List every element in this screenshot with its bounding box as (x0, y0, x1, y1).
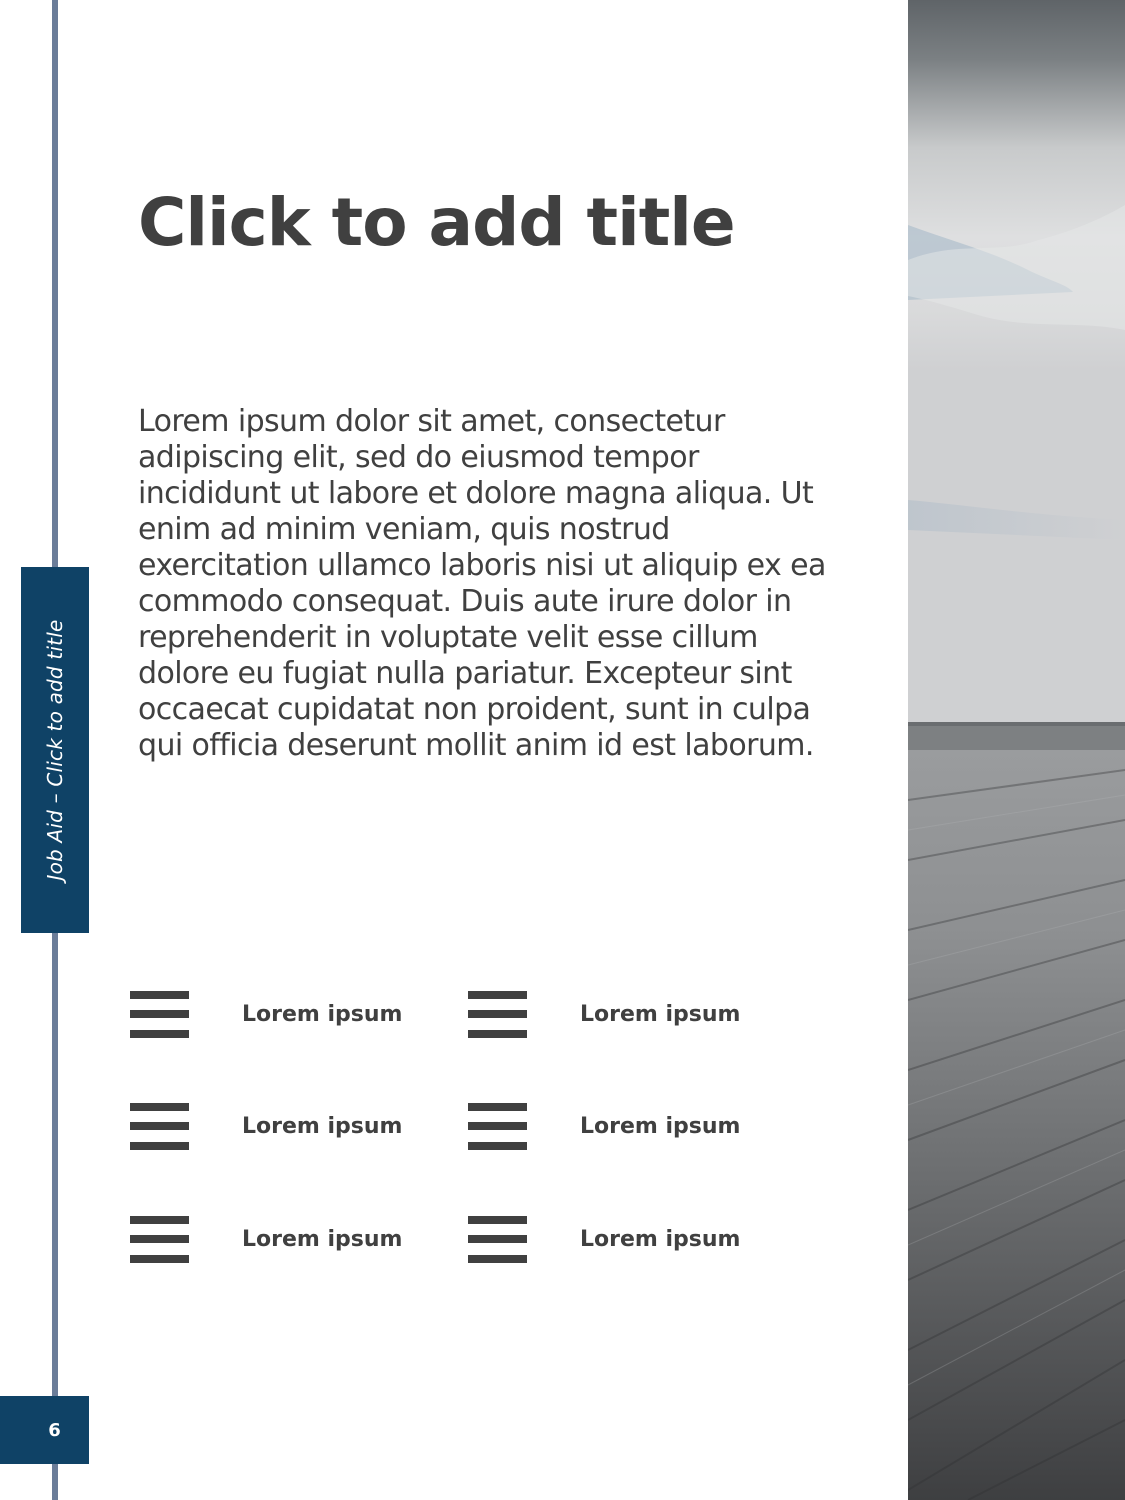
list-item-label: Lorem ipsum (580, 1113, 741, 1139)
menu-icon (468, 1216, 527, 1263)
list-item-label: Lorem ipsum (580, 1001, 741, 1027)
page-title: Click to add title (138, 184, 735, 261)
list-item (130, 1100, 402, 1152)
list-item-label: Lorem ipsum (242, 1001, 403, 1027)
list-item (130, 1213, 402, 1265)
menu-icon (130, 991, 189, 1038)
list-item (468, 1213, 740, 1265)
side-label-text: Job Aid – Click to add title (43, 619, 67, 881)
list-item (468, 1100, 740, 1152)
menu-icon (130, 1103, 189, 1150)
menu-icon (468, 991, 527, 1038)
seascape-photo (908, 0, 1125, 1500)
list-item (468, 988, 740, 1040)
body-paragraph: Lorem ipsum dolor sit amet, consectetur adipiscing elit, sed do eiusmod tempor incididunt ut labore et dolore magna aliqua. Ut enim ad minim veniam, quis nostrud exercitation ullamco laboris nisi ut aliquip ex ea commodo consequat. Duis aute irure dolor in reprehenderit in voluptate velit esse cillum dolore eu fugiat nulla pariatur. Excepteur sint occaecat cupidatat non proident, sunt in culpa qui officia deserunt mollit anim id est laborum. (138, 404, 826, 763)
menu-icon (468, 1103, 527, 1150)
list-item-label: Lorem ipsum (242, 1113, 403, 1139)
list-item-label: Lorem ipsum (580, 1226, 741, 1252)
page-number: 6 (0, 1396, 89, 1464)
side-label-tab (21, 567, 89, 933)
menu-icon (130, 1216, 189, 1263)
list-item-label: Lorem ipsum (242, 1226, 403, 1252)
list-item (130, 988, 402, 1040)
